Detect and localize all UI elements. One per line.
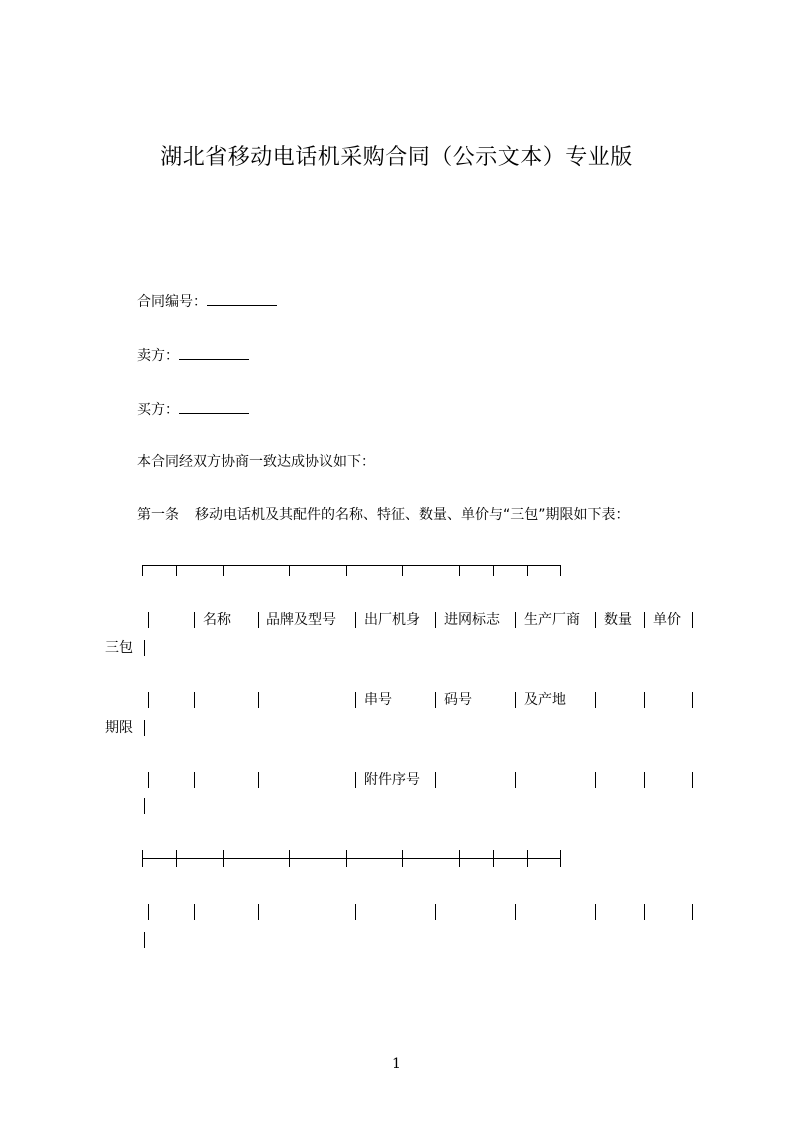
contract-number-blank: [207, 291, 277, 306]
header-serial: 串号: [364, 692, 392, 708]
contract-number-line: [137, 291, 277, 312]
header-quantity: 数量: [604, 612, 632, 628]
header-accessory-serial: 附件序号: [364, 772, 420, 788]
header-brand-model: 品牌及型号: [266, 612, 336, 628]
header-name: 名称: [203, 612, 231, 628]
intro-paragraph: 本合同经双方协商一致达成协议如下：: [137, 454, 375, 470]
header-manufacturer: 生产厂商: [524, 612, 580, 628]
header-unit-price: 单价: [653, 612, 681, 628]
article-1-line: [137, 505, 630, 525]
document-title: 湖北省移动电话机采购合同（公示文本）专业版: [160, 145, 633, 170]
buyer-label: 买方：: [137, 402, 179, 418]
header-origin: 及产地: [524, 692, 566, 708]
contract-number-label: 合同编号：: [137, 294, 207, 310]
seller-label: 卖方：: [137, 348, 179, 364]
page-number: 1: [392, 1056, 401, 1072]
seller-blank: [179, 345, 249, 360]
header-code: 码号: [444, 692, 472, 708]
header-warranty: 三包: [105, 640, 133, 656]
buyer-line: [137, 399, 249, 420]
article-1-text: 移动电话机及其配件的名称、特征、数量、单价与“三包”期限如下表：: [195, 507, 630, 523]
header-factory-body: 出厂机身: [364, 612, 420, 628]
seller-line: [137, 345, 249, 366]
article-1-heading: 第一条: [137, 507, 179, 523]
buyer-blank: [179, 399, 249, 414]
header-network-label: 进网标志: [444, 612, 500, 628]
header-period: 期限: [105, 720, 133, 736]
